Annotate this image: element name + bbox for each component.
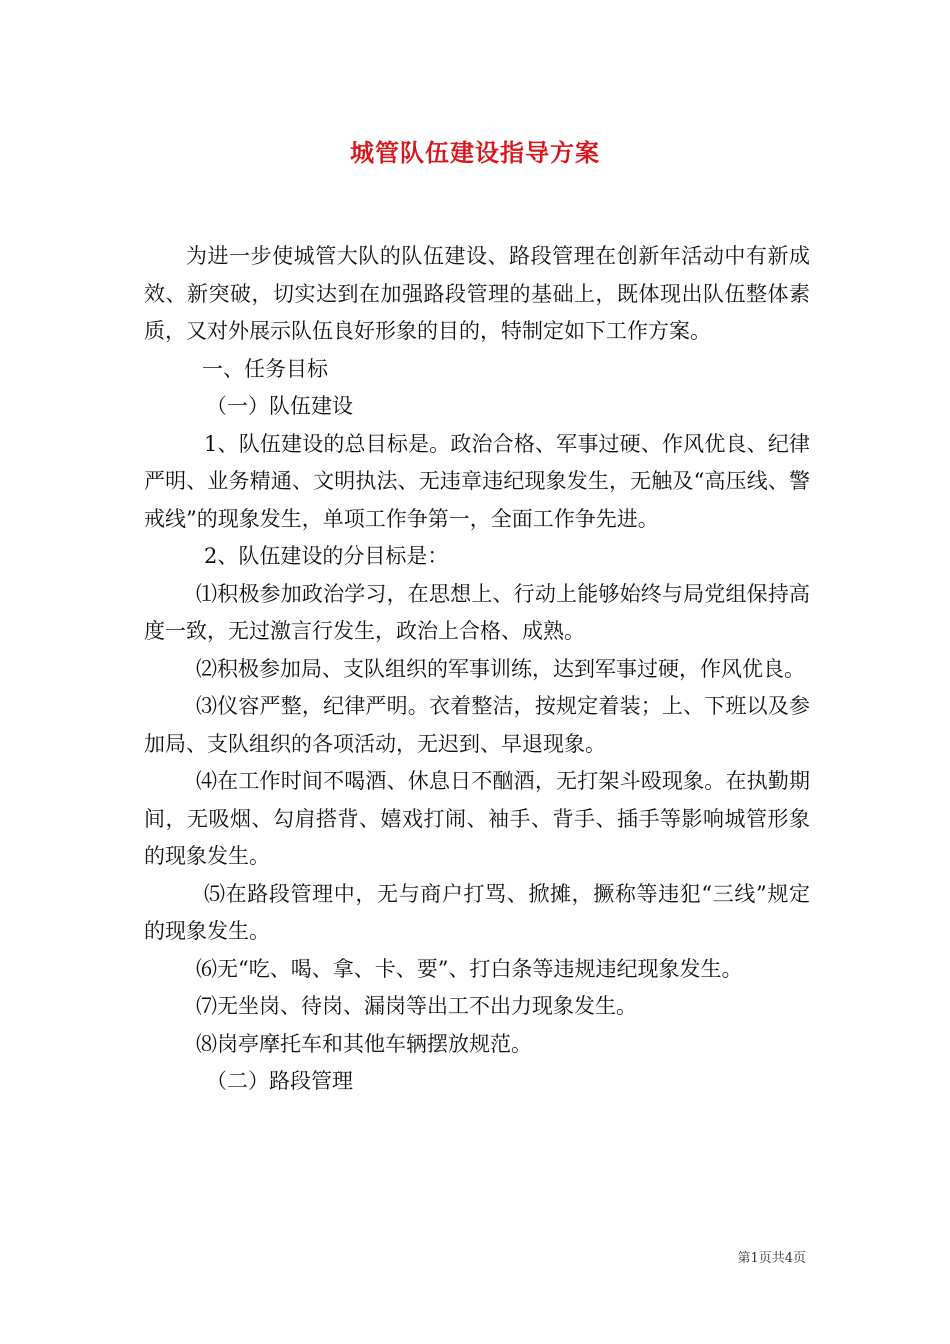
goal-5: ⑸在路段管理中，无与商户打骂、掀摊，撅称等违犯“三线”规定的现象发生。	[144, 881, 810, 943]
goal-3: ⑶仪容严整，纪律严明。衣着整洁，按规定着装；上、下班以及参加局、支队组织的各项活动，无迟到、早退现象。	[144, 694, 810, 756]
item-sub-goals: 2、队伍建设的分目标是：	[204, 544, 449, 568]
section-heading-1: 一、任务目标	[202, 356, 328, 381]
goal-8: ⑻岗亭摩托车和其他车辆摆放规范。	[196, 1031, 532, 1056]
subsection-heading-road: （二）路段管理	[206, 1069, 353, 1093]
goal-1: ⑴积极参加政治学习，在思想上、行动上能够始终与局党组保持高度一致，无过激言行发生，政治上合格、成熟。	[144, 581, 810, 643]
item-overall-goal: 1、队伍建设的总目标是。政治合格、军事过硬、作风优良、纪律严明、业务精通、文明执法、无违章违纪现象发生，无触及“高压线、警戒线”的现象发生，单项工作争第一，全面工作争先进。	[144, 431, 810, 531]
document-title: 城管队伍建设指导方案	[350, 138, 600, 167]
page-number: 第1页共4页	[737, 1251, 806, 1266]
goal-7: ⑺无坐岗、待岗、漏岗等出工不出力现象发生。	[196, 994, 637, 1018]
goal-2: ⑵积极参加局、支队组织的军事训练，达到军事过硬，作风优良。	[196, 656, 805, 681]
document-body	[144, 238, 810, 1101]
subsection-heading-team: （一）队伍建设	[206, 394, 353, 418]
goal-6: ⑹无“吃、喝、拿、卡、要”、打白条等违规违纪现象发生。	[196, 956, 743, 981]
intro-paragraph: 为进一步使城管大队的队伍建设、路段管理在创新年活动中有新成效、新突破，切实达到在加强路段管理的基础上，既体现出队伍整体素质，又对外展示队伍良好形象的目的，特制定如下工作方案。	[144, 244, 810, 343]
goal-4: ⑷在工作时间不喝酒、休息日不酗酒，无打架斗殴现象。在执勤期间，无吸烟、勾肩搭背、嬉戏打闹、袖手、背手、插手等影响城管形象的现象发生。	[144, 769, 810, 868]
